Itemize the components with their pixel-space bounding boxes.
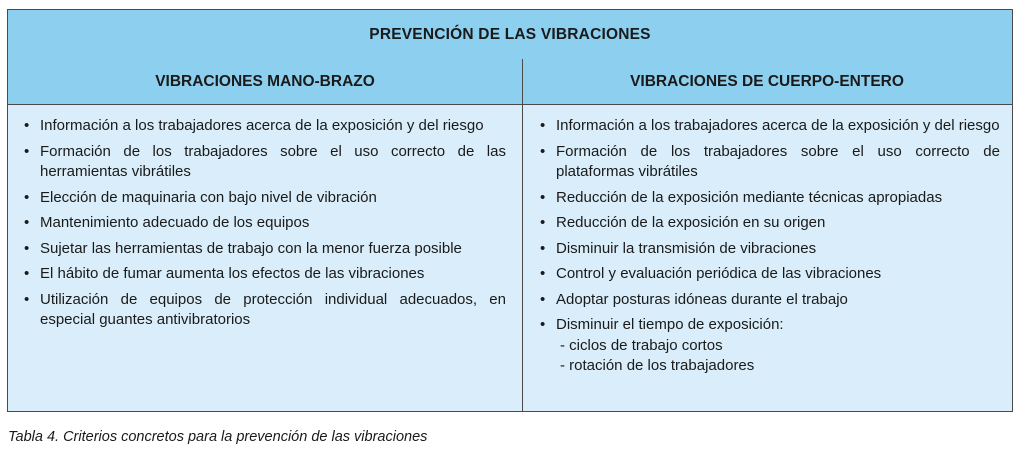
bullet-icon: •	[540, 214, 546, 231]
table-caption: Tabla 4. Criterios concretos para la prevención de las vibraciones	[8, 429, 428, 445]
list-item: • Reducción de la exposición en su origen	[538, 213, 1000, 234]
bullet-icon: •	[24, 239, 30, 257]
header-whole-body: VIBRACIONES DE CUERPO-ENTERO	[630, 72, 904, 90]
sub-item: - rotación de los trabajadores	[560, 357, 755, 374]
bullet-icon: •	[24, 265, 30, 282]
sub-item: - ciclos de trabajo cortos	[560, 336, 723, 354]
list-item: • Elección de maquinaria con bajo nivel de vibración	[22, 188, 506, 209]
bullet-icon: •	[540, 265, 546, 282]
whole-body-list	[538, 116, 1000, 377]
column-divider	[522, 59, 523, 411]
list-item: • Información a los trabajadores acerca de la exposición y del riesgo	[538, 116, 1000, 137]
bullet-icon: •	[24, 117, 30, 134]
list-item: • Información a los trabajadores acerca de la exposición y del riesgo	[22, 116, 506, 137]
list-item: • Control y evaluación periódica de las vibraciones	[538, 264, 1000, 285]
bullet-icon: •	[24, 142, 30, 160]
bullet-icon: •	[540, 188, 546, 206]
list-item: • Formación de los trabajadores sobre el uso correcto de las herramientas vibrátiles	[24, 142, 506, 180]
bullet-icon: •	[24, 290, 30, 308]
whole-body-column	[538, 105, 1000, 411]
list-item: • Adoptar posturas idóneas durante el trabajo	[538, 290, 1000, 311]
hand-arm-column	[22, 105, 506, 411]
hand-arm-list	[22, 116, 506, 331]
bullet-icon: •	[540, 290, 546, 308]
header-hand-arm: VIBRACIONES MANO-BRAZO	[155, 72, 375, 90]
bullet-icon: •	[24, 214, 30, 231]
list-item: • Disminuir la transmisión de vibraciones	[538, 239, 1000, 260]
list-item: • Reducción de la exposición mediante técnicas apropiadas	[538, 188, 1000, 209]
table-title: PREVENCIÓN DE LAS VIBRACIONES	[8, 10, 1012, 60]
list-item: • Utilización de equipos de protección individual adecuados, en especial guantes antivibratorios	[24, 290, 506, 328]
list-item: • Sujetar las herramientas de trabajo con la menor fuerza posible	[22, 239, 506, 260]
bullet-icon: •	[540, 142, 546, 160]
bullet-icon: •	[24, 188, 30, 206]
bullet-icon: •	[540, 316, 546, 333]
prevention-table	[7, 9, 1013, 412]
bullet-icon: •	[540, 239, 546, 257]
list-item: • Formación de los trabajadores sobre el uso correcto de plataformas vibrátiles	[540, 142, 1000, 180]
bullet-icon: •	[540, 117, 546, 134]
list-item: • Mantenimiento adecuado de los equipos	[22, 213, 506, 234]
list-item: • Disminuir el tiempo de exposición: - ciclos de trabajo cortos - rotación de los trabajadores	[538, 315, 1000, 377]
list-item: • El hábito de fumar aumenta los efectos de las vibraciones	[22, 264, 506, 285]
table-header-row	[8, 59, 1012, 105]
